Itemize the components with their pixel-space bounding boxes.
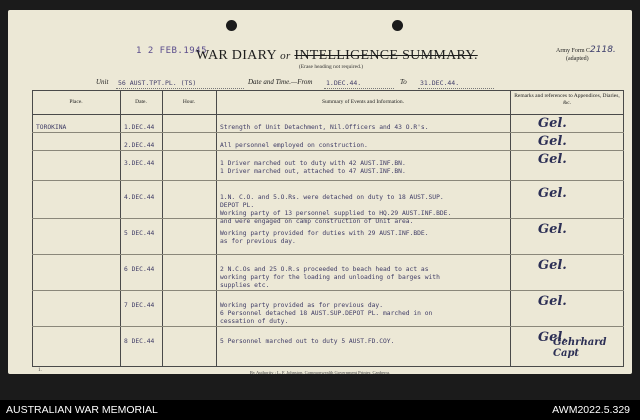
header-remarks: Remarks and references to Appendices, Diaries, &c. [514, 93, 620, 106]
punch-hole [392, 20, 403, 31]
row-summary-line: as for previous day. [220, 238, 296, 245]
army-form-label: Army Form C [556, 48, 591, 54]
row-summary-line: Working party of 13 personnel supplied to HQ.29 AUST.INF.BDE. [220, 210, 452, 217]
row-initials: Gel. [538, 186, 567, 201]
row-summary-line: 2 N.C.Os and 25 O.R.s proceeded to beach head to act as [220, 266, 429, 273]
war-diary-sheet [8, 10, 632, 374]
unit-underline [116, 88, 244, 89]
row-summary-line: cessation of duty. [220, 318, 289, 325]
row-initials: Gel. [538, 152, 567, 167]
row-summary-line: 1 Driver marched out, attached to 47 AUST.INF.BN. [220, 168, 406, 175]
diary-table [32, 90, 624, 366]
period-from: 1.DEC.44. [326, 79, 362, 87]
archive-footer [0, 400, 640, 420]
header-place: Place. [69, 99, 83, 105]
row-summary-line: Strength of Unit Detachment, Nil.Officers and 43 O.R's. [220, 124, 429, 131]
row-initials: Gel. [538, 294, 567, 309]
row-date: 3.DEC.44 [124, 160, 155, 167]
officer-signature: Gehrhard Capt [553, 337, 607, 359]
period-label: Date and Time.—From [248, 78, 313, 86]
row-summary-line: 6 Personnel detached 18 AUST.SUP.DEPOT PL. marched in on [220, 310, 433, 317]
received-date-stamp: 1 2 FEB.1945 [136, 46, 208, 56]
row-place: TOROKINA [36, 124, 67, 131]
title-or: or [280, 50, 291, 62]
row-summary-line: 1 Driver marched out to duty with 42 AUST.INF.BN. [220, 160, 406, 167]
row-divider [32, 326, 624, 327]
row-initials: Gel. [538, 116, 567, 131]
row-date: 5 DEC.44 [124, 230, 155, 237]
row-summary-line: working party for the loading and unloading of barges with [220, 274, 440, 281]
title-war-diary: WAR DIARY [196, 48, 277, 63]
row-summary-line: 1.N. C.O. and 5.O.Rs. were detached on duty to 18 AUST.SUP. [220, 194, 444, 201]
header-hour: Hour. [182, 99, 196, 105]
period-to: 31.DEC.44. [420, 79, 460, 87]
army-form-note: (adapted) [566, 56, 589, 62]
row-divider [32, 254, 624, 255]
unit-value: 56 AUST.TPT.PL. (TS) [118, 79, 197, 87]
row-summary-line: Working party provided as for previous day. [220, 302, 384, 309]
footer-institution: AUSTRALIAN WAR MEMORIAL [6, 404, 158, 416]
form-subtitle: (Erase heading not required.) [298, 64, 364, 70]
row-summary-line: 5 Personnel marched out to duty 5 AUST.FD.COY. [220, 338, 395, 345]
form-title [196, 48, 478, 64]
row-initials: Gel. [538, 134, 567, 149]
period-from-underline [324, 88, 394, 89]
army-form-number [556, 46, 616, 63]
period-to-underline [418, 88, 494, 89]
row-date: 1.DEC.44 [124, 124, 155, 131]
row-summary-line: DEPOT PL. [220, 202, 255, 209]
row-divider [32, 150, 624, 151]
row-date: 7 DEC.44 [124, 302, 155, 309]
footer-reference: AWM2022.5.329 [552, 404, 630, 416]
header-summary: Summary of Events and Information. [321, 99, 405, 105]
row-summary-line: Working party provided for duties with 29 AUST.INF.BDE. [220, 230, 429, 237]
row-initials: Gel. [538, 258, 567, 273]
row-divider [32, 132, 624, 133]
period-to-label: To [400, 78, 407, 86]
row-summary-line: and were engaged on camp construction of Unit area. [220, 218, 414, 225]
printer-note: By Authority : L. F. Johnston, Commonwealth Government Printer, Canberra. [249, 370, 391, 375]
row-date: 8 DEC.44 [124, 338, 155, 345]
row-divider [32, 290, 624, 291]
unit-label: Unit [96, 78, 109, 86]
row-initials: Gel. [538, 222, 567, 237]
footnote-marker: 1. [38, 368, 42, 373]
row-date: 2.DEC.44 [124, 142, 155, 149]
row-date: 4.DEC.44 [124, 194, 155, 201]
row-date: 6 DEC.44 [124, 266, 155, 273]
row-initials: Gel. [538, 330, 567, 345]
punch-hole [226, 20, 237, 31]
row-summary-line: All personnel employed on construction. [220, 142, 368, 149]
row-summary-line: supplies etc. [220, 282, 270, 289]
army-form-number-value: 2118. [590, 45, 616, 55]
header-date: Date. [135, 99, 147, 105]
title-intelligence-summary: INTELLIGENCE SUMMARY. [294, 48, 478, 63]
row-divider [32, 180, 624, 181]
